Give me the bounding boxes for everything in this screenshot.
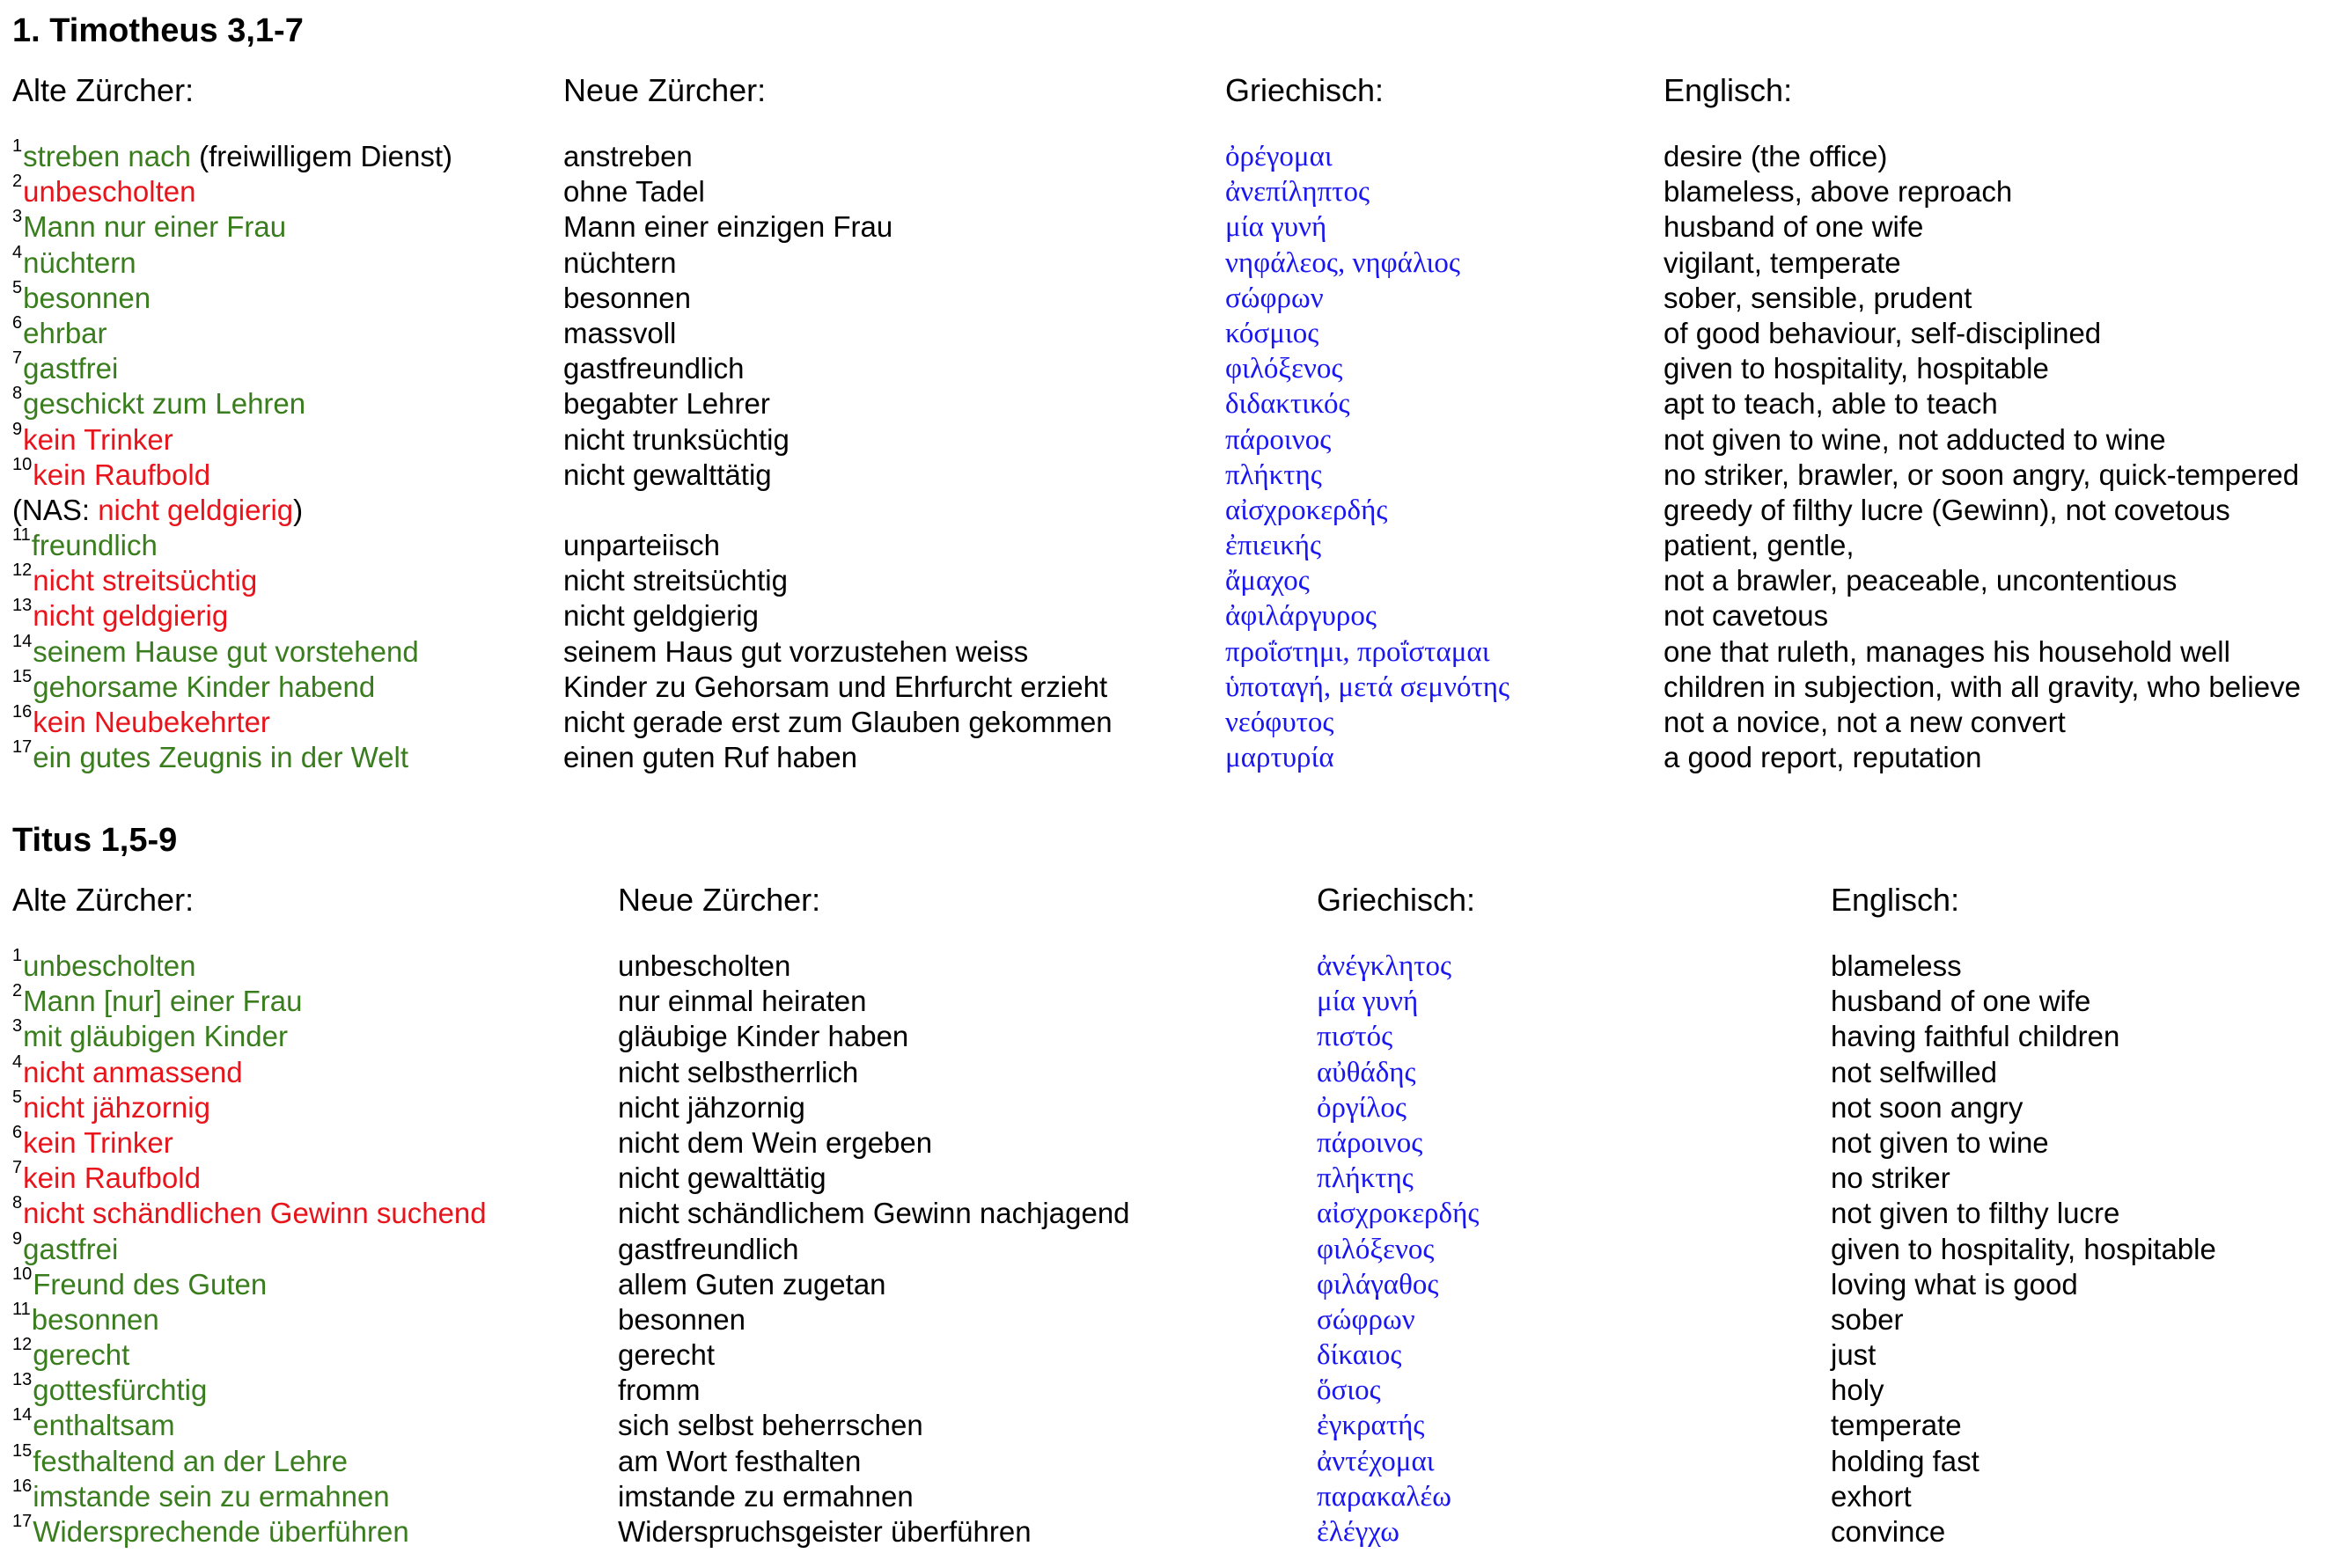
alte-zuercher-term <box>12 1406 175 1445</box>
term-segment: kein Trinker <box>23 1125 173 1159</box>
verse-number: 11 <box>12 1299 31 1319</box>
greek-term: ὀργίλος <box>1317 1091 1407 1124</box>
term-rows <box>0 137 2343 773</box>
term-row <box>0 1088 2343 1124</box>
neue-zuercher-term: nicht streitsüchtig <box>563 564 788 597</box>
alte-zuercher-term <box>12 561 257 600</box>
neue-zuercher-term: massvoll <box>563 316 677 349</box>
term-segment: gottesfürchtig <box>33 1374 208 1407</box>
neue-zuercher-term: seinem Haus gut vorzustehen weiss <box>563 634 1029 668</box>
term-row <box>0 279 2343 314</box>
greek-term: ὅσιος <box>1317 1374 1381 1407</box>
neue-zuercher-term: nicht schändlichem Gewinn nachjagend <box>618 1197 1130 1230</box>
term-segment: kein Raufbold <box>23 1161 201 1195</box>
term-segment: (freiwilligem Dienst) <box>190 140 452 172</box>
neue-zuercher-term: Widerspruchsgeister überführen <box>618 1515 1032 1548</box>
neue-zuercher-term: nicht selbstherrlich <box>618 1055 859 1088</box>
english-term: husband of one wife <box>1664 210 1924 244</box>
alte-zuercher-term <box>12 703 270 742</box>
term-row <box>0 137 2343 172</box>
verse-number: 10 <box>12 454 33 474</box>
term-row <box>0 421 2343 456</box>
verse-number: 12 <box>12 561 33 581</box>
header-griechisch: Griechisch: <box>1317 882 1476 918</box>
term-row <box>0 491 2343 526</box>
neue-zuercher-term: Kinder zu Gehorsam und Ehrfurcht erzieht <box>563 670 1108 703</box>
alte-zuercher-term <box>12 1301 159 1339</box>
alte-zuercher-term <box>12 1442 348 1481</box>
greek-term: ἀφιλάργυρος <box>1225 600 1377 633</box>
term-row <box>0 314 2343 349</box>
greek-term: σώφρων <box>1225 282 1324 314</box>
neue-zuercher-term: anstreben <box>563 140 693 172</box>
term-segment: nicht schändlichen Gewinn suchend <box>23 1197 487 1230</box>
english-term: of good behaviour, self-disciplined <box>1664 316 2102 349</box>
greek-term: μία γυνή <box>1225 211 1327 244</box>
verse-number: 7 <box>12 1158 23 1178</box>
greek-term: ἐγκρατής <box>1317 1410 1425 1442</box>
term-segment: festhaltend an der Lehre <box>33 1444 349 1477</box>
neue-zuercher-term: allem Guten zugetan <box>618 1267 886 1301</box>
term-segment: besonnen <box>31 1302 159 1336</box>
verse-number: 8 <box>12 1193 23 1213</box>
english-term: sober <box>1831 1302 1904 1336</box>
neue-zuercher-term: nicht jähzornig <box>618 1090 805 1124</box>
verse-number: 9 <box>12 419 23 439</box>
term-segment: kein Neubekehrter <box>33 706 270 738</box>
neue-zuercher-term: ohne Tadel <box>563 175 705 209</box>
term-segment: besonnen <box>23 281 151 314</box>
term-segment: seinem Hause gut vorstehend <box>33 634 419 668</box>
term-row <box>0 244 2343 279</box>
term-row <box>0 526 2343 561</box>
english-term: children in subjection, with all gravity, who believe <box>1664 670 2301 703</box>
neue-zuercher-term: begabter Lehrer <box>563 387 770 421</box>
verse-number: 13 <box>12 1370 33 1390</box>
term-row <box>0 1017 2343 1052</box>
english-term: greedy of filthy lucre (Gewinn), not covetous <box>1664 493 2230 526</box>
term-segment: gerecht <box>33 1338 130 1372</box>
verse-number: 12 <box>12 1335 33 1355</box>
verse-number: 7 <box>12 348 23 369</box>
alte-zuercher-term <box>12 1477 390 1516</box>
term-segment: nicht jähzornig <box>23 1090 210 1124</box>
verse-number: 5 <box>12 1087 23 1107</box>
english-term: given to hospitality, hospitable <box>1831 1232 2216 1265</box>
greek-term: διδακτικός <box>1225 388 1350 421</box>
term-segment: kein Trinker <box>23 422 173 456</box>
english-term: vigilant, temperate <box>1664 245 1901 279</box>
alte-zuercher-term <box>12 633 419 671</box>
neue-zuercher-term: nicht gerade erst zum Glauben gekommen <box>563 706 1113 738</box>
english-term: apt to teach, able to teach <box>1664 387 1998 421</box>
english-term: blameless, above reproach <box>1664 175 2013 209</box>
alte-zuercher-term <box>12 421 173 459</box>
alte-zuercher-term <box>12 208 286 246</box>
greek-term: ἀντέχομαι <box>1317 1445 1435 1477</box>
english-term: not given to filthy lucre <box>1831 1197 2120 1230</box>
verse-number: 4 <box>12 1051 23 1072</box>
neue-zuercher-term: unbescholten <box>618 949 791 982</box>
neue-zuercher-term: gastfreundlich <box>618 1232 799 1265</box>
alte-zuercher-term <box>12 279 151 318</box>
greek-term: πάροινος <box>1317 1126 1423 1159</box>
term-segment: Widersprechende überführen <box>33 1515 409 1548</box>
english-term: not cavetous <box>1664 599 1829 633</box>
alte-zuercher-term <box>12 1336 129 1374</box>
verse-number: 17 <box>12 737 33 758</box>
neue-zuercher-term: Mann einer einzigen Frau <box>563 210 893 244</box>
verse-number: 3 <box>12 207 23 227</box>
english-term: a good report, reputation <box>1664 741 1982 774</box>
greek-term: πιστός <box>1317 1021 1393 1053</box>
greek-term: νηφάλεος, νηφάλιος <box>1225 246 1460 279</box>
header-neue-zuercher: Neue Zürcher: <box>563 72 767 108</box>
alte-zuercher-term <box>12 1371 207 1410</box>
neue-zuercher-term: gläubige Kinder haben <box>618 1020 909 1053</box>
term-segment: Freund des Guten <box>33 1267 268 1301</box>
term-segment: Mann nur einer Frau <box>23 210 287 244</box>
english-term: temperate <box>1831 1409 1962 1442</box>
term-segment: nicht geldgierig <box>98 493 294 526</box>
neue-zuercher-term: am Wort festhalten <box>618 1444 862 1477</box>
verse-number: 1 <box>12 136 23 156</box>
neue-zuercher-term: gastfreundlich <box>563 352 745 385</box>
term-row <box>0 1230 2343 1265</box>
greek-term: πάροινος <box>1225 423 1332 456</box>
greek-term: μαρτυρία <box>1225 742 1334 774</box>
alte-zuercher-term <box>12 1017 288 1056</box>
term-segment: nicht geldgierig <box>33 599 229 633</box>
english-term: desire (the office) <box>1664 140 1888 172</box>
header-alte-zuercher: Alte Zürcher: <box>12 882 195 918</box>
english-term: not soon angry <box>1831 1090 2024 1124</box>
verse-number: 15 <box>12 666 33 686</box>
neue-zuercher-term: besonnen <box>563 281 691 314</box>
neue-zuercher-term: nicht trunksüchtig <box>563 422 790 456</box>
greek-term: αἰσχροκερδής <box>1317 1198 1480 1230</box>
english-term: just <box>1831 1338 1877 1372</box>
greek-term: κόσμιος <box>1225 317 1319 349</box>
term-row <box>0 633 2343 668</box>
term-segment: unbescholten <box>23 175 196 209</box>
verse-number: 15 <box>12 1440 33 1461</box>
term-segment: ) <box>293 493 304 526</box>
english-term: one that ruleth, manages his household well <box>1664 634 2230 668</box>
neue-zuercher-term: nicht geldgierig <box>563 599 759 633</box>
alte-zuercher-term <box>12 244 136 282</box>
alte-zuercher-term <box>12 597 228 635</box>
greek-term: πλήκτης <box>1225 458 1322 491</box>
term-row <box>0 1124 2343 1159</box>
term-segment: ehrbar <box>23 316 107 349</box>
english-term: not a brawler, peaceable, uncontentious <box>1664 564 2178 597</box>
term-segment: Mann [nur] einer Frau <box>23 985 303 1018</box>
alte-zuercher-term <box>12 1159 201 1198</box>
alte-zuercher-term <box>12 1053 243 1092</box>
verse-number: 6 <box>12 1122 23 1142</box>
alte-zuercher-term <box>12 1088 210 1127</box>
term-row <box>0 1159 2343 1194</box>
alte-zuercher-term <box>12 491 303 530</box>
term-row <box>0 1513 2343 1548</box>
alte-zuercher-term <box>12 526 158 565</box>
verse-number: 2 <box>12 981 23 1001</box>
verse-number: 13 <box>12 596 33 616</box>
english-term: loving what is good <box>1831 1267 2078 1301</box>
greek-term: δίκαιος <box>1317 1339 1402 1372</box>
alte-zuercher-term <box>12 1194 487 1233</box>
neue-zuercher-term: nicht gewalttätig <box>563 458 772 491</box>
verse-number: 16 <box>12 702 33 722</box>
greek-term: φιλάγαθος <box>1317 1268 1439 1301</box>
verse-number: 17 <box>12 1512 33 1531</box>
verse-number: 2 <box>12 172 23 192</box>
neue-zuercher-term: nüchtern <box>563 245 677 279</box>
term-row <box>0 668 2343 703</box>
term-row <box>0 947 2343 982</box>
english-term: sober, sensible, prudent <box>1664 281 1972 314</box>
english-term: holy <box>1831 1374 1884 1407</box>
term-segment: nüchtern <box>23 245 136 279</box>
term-segment: (NAS: <box>12 493 99 526</box>
term-segment: imstande sein zu ermahnen <box>33 1479 390 1513</box>
header-alte-zuercher: Alte Zürcher: <box>12 72 195 108</box>
greek-term: ἐπιεικής <box>1225 530 1322 562</box>
english-term: no striker <box>1831 1161 1950 1195</box>
term-row <box>0 456 2343 491</box>
greek-term: αἰσχροκερδής <box>1225 494 1388 526</box>
alte-zuercher-term <box>12 137 452 176</box>
english-term: not given to wine <box>1831 1125 2049 1159</box>
neue-zuercher-term: gerecht <box>618 1338 716 1372</box>
verse-number: 4 <box>12 242 23 262</box>
greek-term: φιλόξενος <box>1317 1233 1435 1265</box>
greek-term: ὑποταγή, μετά σεμνότης <box>1225 670 1510 703</box>
english-term: not a novice, not a new convert <box>1664 706 2066 738</box>
term-segment: gastfrei <box>23 1232 119 1265</box>
alte-zuercher-term <box>12 668 375 707</box>
alte-zuercher-term <box>12 1513 409 1551</box>
english-term: blameless <box>1831 949 1962 982</box>
greek-term: παρακαλέω <box>1317 1480 1451 1513</box>
term-segment: streben nach <box>23 140 191 172</box>
greek-term: πλήκτης <box>1317 1162 1414 1195</box>
alte-zuercher-term <box>12 314 107 353</box>
neue-zuercher-term: imstande zu ermahnen <box>618 1479 914 1513</box>
neue-zuercher-term: einen guten Ruf haben <box>563 741 857 774</box>
term-row <box>0 982 2343 1017</box>
term-row <box>0 1053 2343 1088</box>
greek-term: ἀνεπίληπτος <box>1225 176 1370 209</box>
verse-number: 11 <box>12 525 31 546</box>
alte-zuercher-term <box>12 947 195 985</box>
verse-number: 1 <box>12 946 23 965</box>
neue-zuercher-term: sich selbst beherrschen <box>618 1409 923 1442</box>
term-segment: unbescholten <box>23 949 196 982</box>
greek-term: σώφρων <box>1317 1303 1415 1336</box>
greek-term: ὀρέγομαι <box>1225 141 1333 172</box>
alte-zuercher-term <box>12 385 305 423</box>
verse-number: 3 <box>12 1016 23 1037</box>
term-row <box>0 703 2343 738</box>
greek-term: νεόφυτος <box>1225 707 1334 738</box>
term-segment: nicht anmassend <box>23 1055 243 1088</box>
english-term: having faithful children <box>1831 1020 2120 1053</box>
term-row <box>0 561 2343 597</box>
verse-number: 10 <box>12 1264 33 1284</box>
term-segment: freundlich <box>31 529 158 562</box>
english-term: not selfwilled <box>1831 1055 1997 1088</box>
greek-term: αὐθάδης <box>1317 1056 1416 1088</box>
term-row <box>0 1406 2343 1441</box>
neue-zuercher-term: unparteiisch <box>563 529 720 562</box>
english-term: given to hospitality, hospitable <box>1664 352 2049 385</box>
header-englisch: Englisch: <box>1831 882 1960 918</box>
english-term: no striker, brawler, or soon angry, quick-tempered <box>1664 458 2300 491</box>
term-row <box>0 349 2343 385</box>
term-row <box>0 597 2343 632</box>
alte-zuercher-term <box>12 1230 118 1269</box>
verse-number: 9 <box>12 1228 23 1249</box>
english-term: patient, gentle, <box>1664 529 1855 562</box>
section-title: 1. Timotheus 3,1-7 <box>12 12 304 49</box>
english-term: exhort <box>1831 1479 1912 1513</box>
header-neue-zuercher: Neue Zürcher: <box>618 882 821 918</box>
alte-zuercher-term <box>12 349 118 388</box>
term-row <box>0 1477 2343 1513</box>
neue-zuercher-term: nur einmal heiraten <box>618 985 867 1018</box>
greek-term: προΐστημι, προΐσταμαι <box>1225 635 1490 668</box>
alte-zuercher-term <box>12 456 210 495</box>
greek-term: ἀνέγκλητος <box>1317 950 1452 982</box>
term-row <box>0 385 2343 420</box>
greek-term: ἄμαχος <box>1225 565 1310 597</box>
term-row <box>0 738 2343 773</box>
header-englisch: Englisch: <box>1664 72 1793 108</box>
neue-zuercher-term: fromm <box>618 1374 701 1407</box>
verse-number: 16 <box>12 1476 33 1496</box>
alte-zuercher-term <box>12 172 195 211</box>
term-row <box>0 1336 2343 1371</box>
term-segment: ein gutes Zeugnis in der Welt <box>33 741 409 774</box>
term-segment: geschickt zum Lehren <box>23 387 306 421</box>
term-rows <box>0 947 2343 1548</box>
alte-zuercher-term <box>12 1265 267 1304</box>
greek-term: φιλόξενος <box>1225 353 1343 385</box>
neue-zuercher-term: nicht dem Wein ergeben <box>618 1125 933 1159</box>
term-row <box>0 1194 2343 1229</box>
verse-number: 8 <box>12 384 23 404</box>
verse-number: 5 <box>12 277 23 297</box>
english-term: holding fast <box>1831 1444 1979 1477</box>
term-row <box>0 1442 2343 1477</box>
verse-number: 14 <box>12 631 33 651</box>
term-row <box>0 172 2343 208</box>
term-row <box>0 1301 2343 1336</box>
neue-zuercher-term: besonnen <box>618 1302 746 1336</box>
term-segment: mit gläubigen Kinder <box>23 1020 288 1053</box>
term-segment: enthaltsam <box>33 1409 175 1442</box>
term-segment: gehorsame Kinder habend <box>33 670 376 703</box>
term-row <box>0 208 2343 243</box>
header-griechisch: Griechisch: <box>1225 72 1384 108</box>
english-term: husband of one wife <box>1831 985 2091 1018</box>
alte-zuercher-term <box>12 738 408 777</box>
english-term: not given to wine, not adducted to wine <box>1664 422 2166 456</box>
term-segment: nicht streitsüchtig <box>33 564 258 597</box>
greek-term: μία γυνή <box>1317 985 1419 1018</box>
term-segment: gastfrei <box>23 352 119 385</box>
term-row <box>0 1371 2343 1406</box>
verse-number: 14 <box>12 1405 33 1425</box>
alte-zuercher-term <box>12 1124 173 1162</box>
verse-number: 6 <box>12 312 23 333</box>
english-term: convince <box>1831 1515 1946 1548</box>
neue-zuercher-term: nicht gewalttätig <box>618 1161 826 1195</box>
section-title: Titus 1,5-9 <box>12 822 178 859</box>
alte-zuercher-term <box>12 982 302 1021</box>
greek-term: ἐλέγχω <box>1317 1516 1399 1548</box>
term-segment: kein Raufbold <box>33 458 211 491</box>
term-row <box>0 1265 2343 1301</box>
